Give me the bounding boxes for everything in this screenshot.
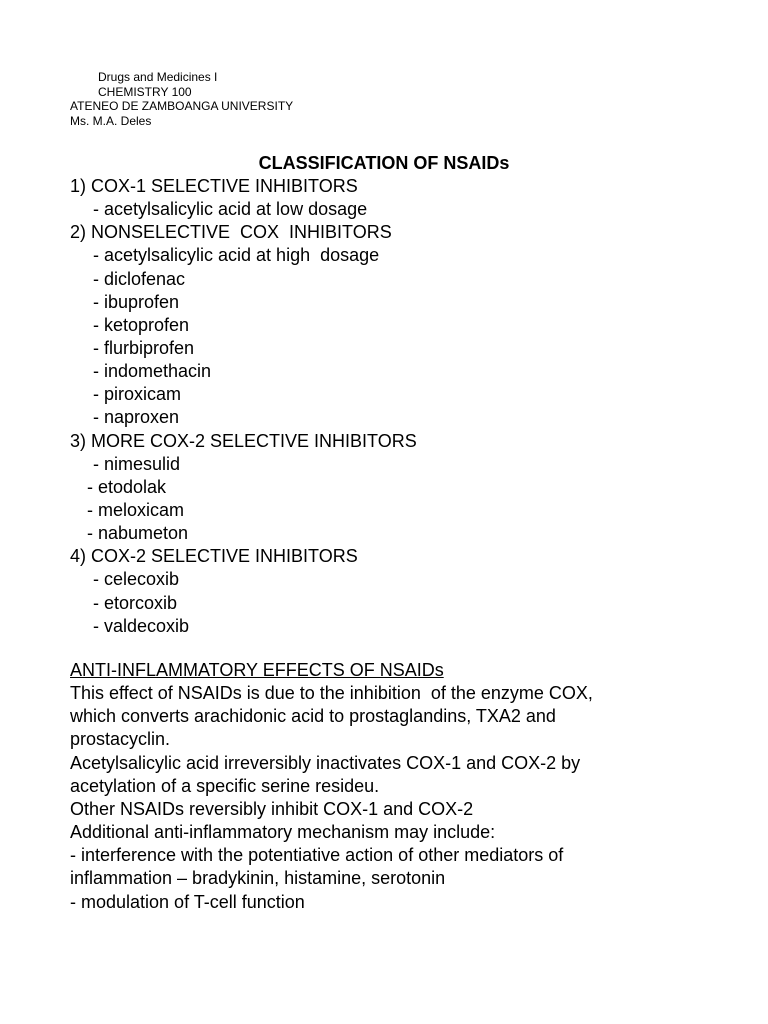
paragraph-line: - interference with the potentiative action of other mediators of — [70, 845, 564, 866]
drug-item: - ketoprofen — [93, 314, 190, 335]
drug-item: - valdecoxib — [93, 615, 190, 636]
paragraph-line: - modulation of T-cell function — [70, 891, 305, 912]
drug-item: - celecoxib — [93, 569, 180, 590]
category-label: 2) NONSELECTIVE COX INHIBITORS — [70, 222, 392, 243]
section-heading: ANTI-INFLAMMATORY EFFECTS OF NSAIDs — [70, 660, 444, 680]
drug-item: - indomethacin — [93, 361, 212, 382]
header-subject: CHEMISTRY 100 — [98, 85, 192, 99]
drug-item: - nimesulid — [93, 453, 181, 474]
paragraph-line: Acetylsalicylic acid irreversibly inactivates COX-1 and COX-2 by — [70, 752, 581, 773]
drug-item: - acetylsalicylic acid at high dosage — [93, 245, 380, 266]
category-label: 4) COX-2 SELECTIVE INHIBITORS — [70, 546, 358, 567]
paragraph-line: prostacyclin. — [70, 729, 171, 750]
header-course: Drugs and Medicines I — [98, 70, 218, 84]
drug-item: - etorcoxib — [93, 592, 178, 613]
paragraph-line: Other NSAIDs reversibly inhibit COX-1 and COX-2 — [70, 798, 474, 819]
paragraph-line: acetylation of a specific serine resideu. — [70, 775, 380, 796]
paragraph-line: which converts arachidonic acid to prostaglandins, TXA2 and — [70, 706, 556, 727]
header-university: ATENEO DE ZAMBOANGA UNIVERSITY — [70, 99, 294, 113]
document-title: CLASSIFICATION OF NSAIDs — [258, 153, 510, 173]
drug-item: - piroxicam — [93, 384, 182, 405]
drug-item: - diclofenac — [93, 268, 186, 289]
classification-list — [70, 175, 760, 638]
drug-item: - nabumeton — [87, 523, 189, 544]
drug-item: - naproxen — [93, 407, 180, 428]
drug-item: - flurbiprofen — [93, 337, 195, 358]
drug-item: - acetylsalicylic acid at low dosage — [93, 199, 368, 220]
category-label: 1) COX-1 SELECTIVE INHIBITORS — [70, 176, 358, 196]
paragraph-line: inflammation – bradykinin, histamine, serotonin — [70, 868, 446, 889]
drug-item: - meloxicam — [87, 499, 185, 520]
drug-item: - etodolak — [87, 476, 167, 497]
category-label: 3) MORE COX-2 SELECTIVE INHIBITORS — [70, 430, 417, 451]
drug-item: - ibuprofen — [93, 291, 180, 312]
header-instructor: Ms. M.A. Deles — [70, 114, 152, 128]
paragraph-line: Additional anti-inflammatory mechanism may include: — [70, 822, 496, 843]
anti-inflammatory-section — [70, 659, 760, 914]
paragraph-line: This effect of NSAIDs is due to the inhibition of the enzyme COX, — [70, 683, 593, 704]
